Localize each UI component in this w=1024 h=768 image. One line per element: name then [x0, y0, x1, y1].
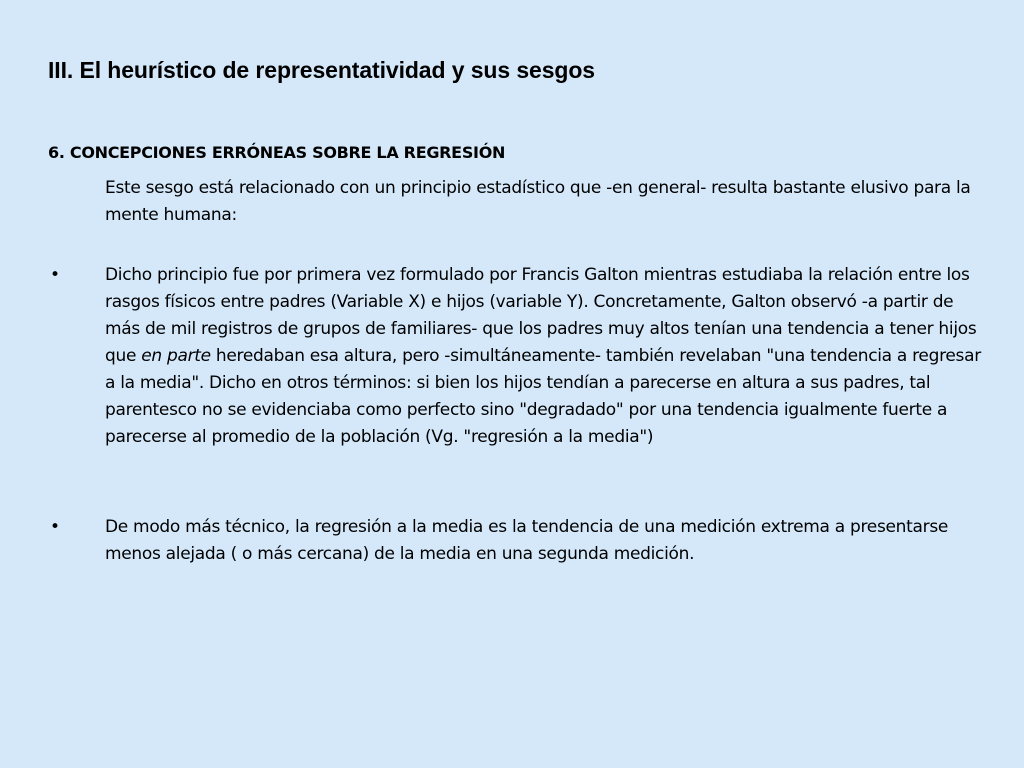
section-heading: 6. CONCEPCIONES ERRÓNEAS SOBRE LA REGRESIÓN [48, 143, 506, 162]
intro-paragraph: Este sesgo está relacionado con un principio estadístico que -en general- resulta bastante elusivo para la mente humana: [105, 178, 971, 225]
bullet-paragraph-2: De modo más técnico, la regresión a la media es la tendencia de una medición extrema a presentarse menos alejada ( o más cercana) de la media en una segunda medición. [105, 517, 949, 564]
bullet-marker-2: • [50, 517, 61, 537]
slide-title: III. El heurístico de representatividad y sus sesgos [48, 57, 596, 83]
bullet-1-text-a: Dicho principio fue por primera vez formulado por Francis Galton mientras estudiaba la relación entre los rasgos físicos entre padres (Variable X) e hijos (variable Y). Concretamente, Galton observó -a partir de más de mil registros de grupos de familiares- que los padres muy altos tenían una tendencia a tener hijos que [105, 265, 977, 366]
bullet-1-text-b: heredaban esa altura, pero -simultáneamente- también revelaban "una tendencia a regresar a la media". Dicho en otros términos: si bien los hijos tendían a parecerse en altura a sus padres, tal parentesco no se evidenciaba como perfecto sino "degradado" por una tendencia igualmente fuerte a parecerse al promedio de la población (Vg. "regresión a la media") [105, 346, 981, 447]
bullet-1-italic: en parte [141, 346, 211, 366]
bullet-paragraph-1 [105, 262, 985, 451]
bullet-marker-1: • [50, 265, 61, 285]
